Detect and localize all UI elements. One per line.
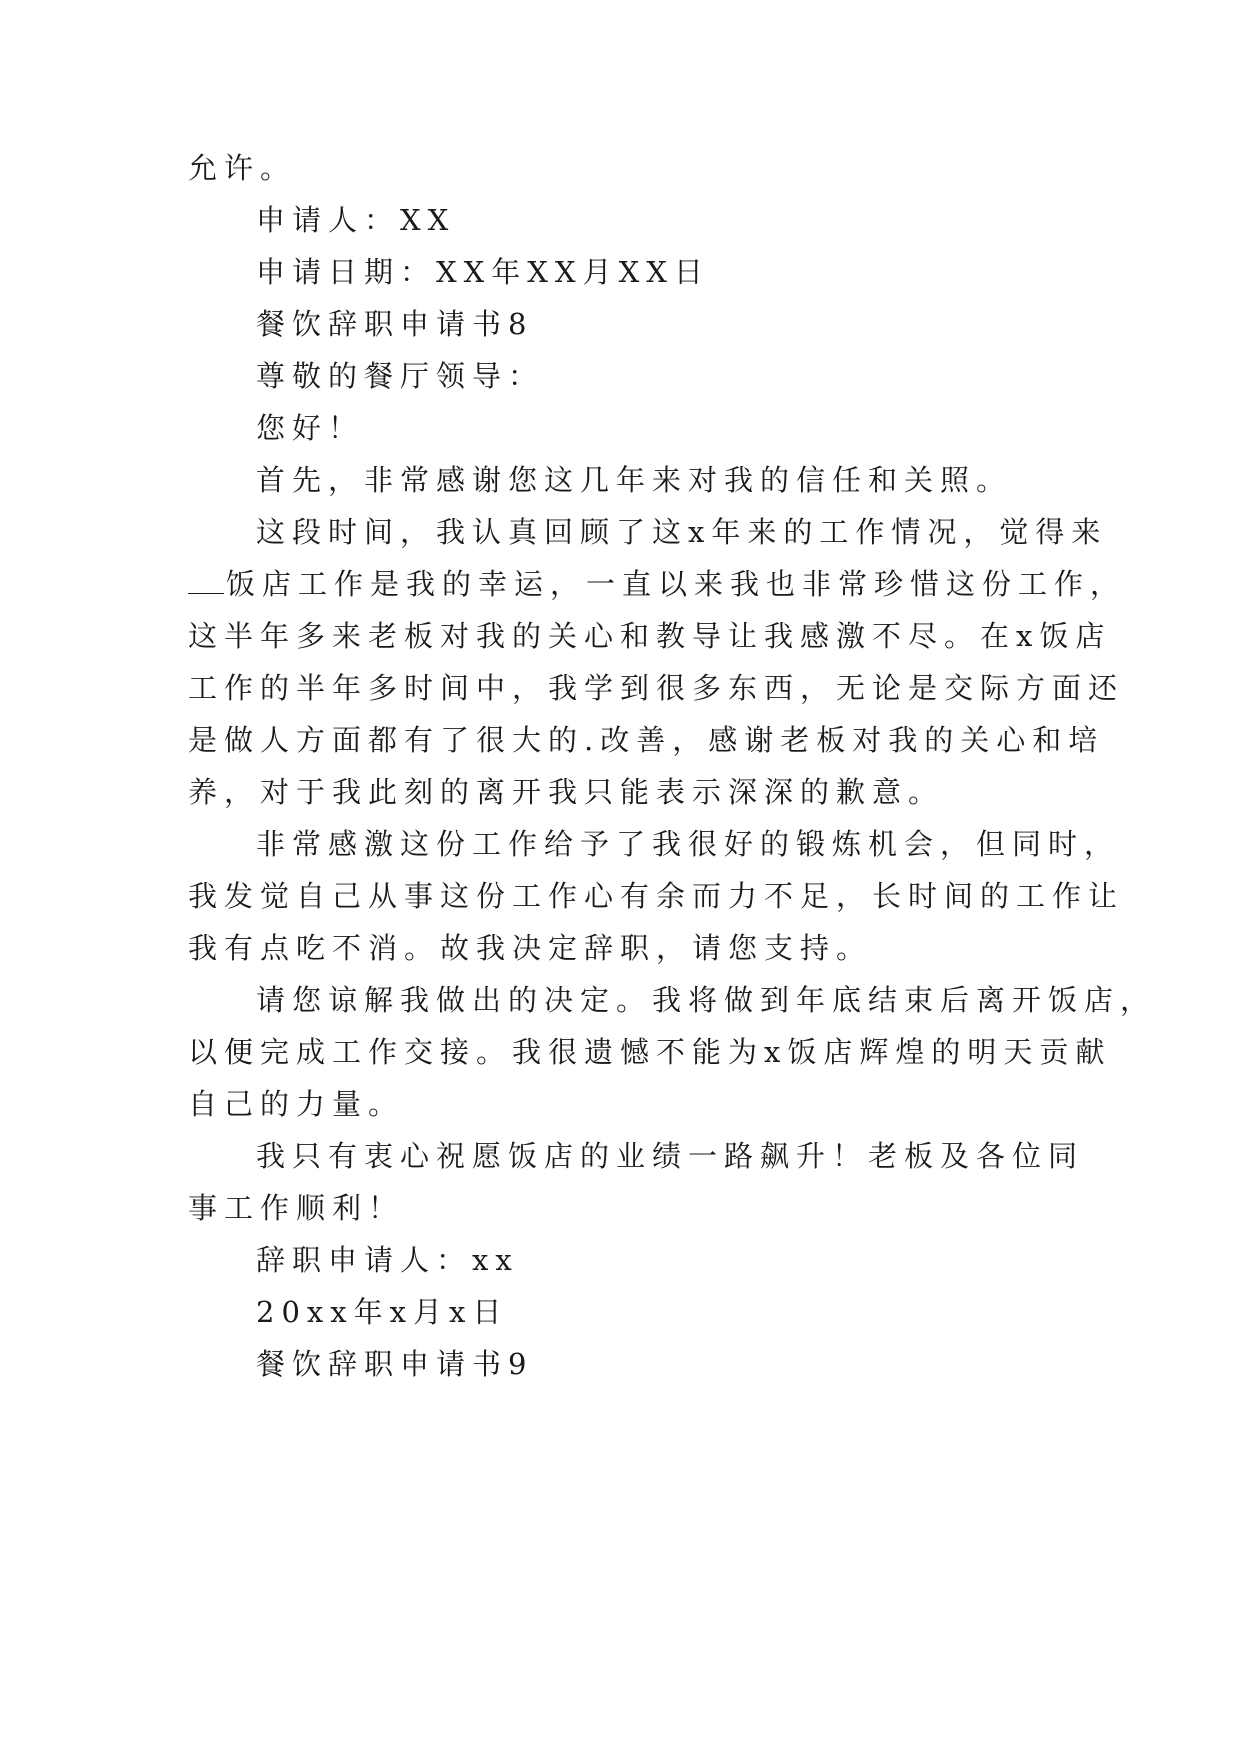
section-heading: 餐饮辞职申请书8	[256, 307, 534, 341]
salutation: 尊敬的餐厅领导：	[256, 359, 545, 393]
body-line: 是做人方面都有了很大的.改善，感谢老板对我的关心和培	[188, 723, 1105, 757]
body-line: 我发觉自己从事这份工作心有余而力不足，长时间的工作让	[188, 879, 1125, 913]
signature-line: 辞职申请人：xx	[256, 1243, 519, 1277]
application-date-line: 申请日期：XX年XX月XX日	[256, 255, 710, 289]
body-line: 非常感激这份工作给予了我很好的锻炼机会，但同时，	[256, 827, 1121, 861]
body-line-text: 饭店工作是我的幸运，一直以来我也非常珍惜这份工作，	[226, 567, 1127, 601]
body-line: 事工作顺利！	[188, 1191, 405, 1225]
greeting: 您好！	[256, 411, 365, 445]
body-line: 以便完成工作交接。我很遗憾不能为x饭店辉煌的明天贡献	[188, 1035, 1112, 1069]
body-line: 我有点吃不消。故我决定辞职，请您支持。	[188, 931, 873, 965]
signature-date: 20xx年x月x日	[256, 1295, 509, 1329]
body-line: 请您谅解我做出的决定。我将做到年底结束后离开饭店，	[256, 983, 1157, 1017]
body-line: 这段时间，我认真回顾了这x年来的工作情况，觉得来	[256, 515, 1108, 549]
body-line: 我只有衷心祝愿饭店的业绩一路飙升！老板及各位同	[256, 1139, 1085, 1173]
body-line: 养，对于我此刻的离开我只能表示深深的歉意。	[188, 775, 945, 809]
fill-in-blank	[188, 565, 224, 594]
applicant-line: 申请人：XX	[256, 203, 456, 237]
section-heading: 餐饮辞职申请书9	[256, 1347, 534, 1381]
body-line-with-blank	[188, 564, 1126, 604]
body-line: 自己的力量。	[188, 1087, 405, 1121]
body-line: 首先，非常感谢您这几年来对我的信任和关照。	[256, 463, 1013, 497]
body-line: 这半年多来老板对我的关心和教导让我感激不尽。在x饭店	[188, 619, 1112, 653]
body-line: 允许。	[188, 151, 297, 185]
body-line: 工作的半年多时间中，我学到很多东西，无论是交际方面还	[188, 671, 1125, 705]
